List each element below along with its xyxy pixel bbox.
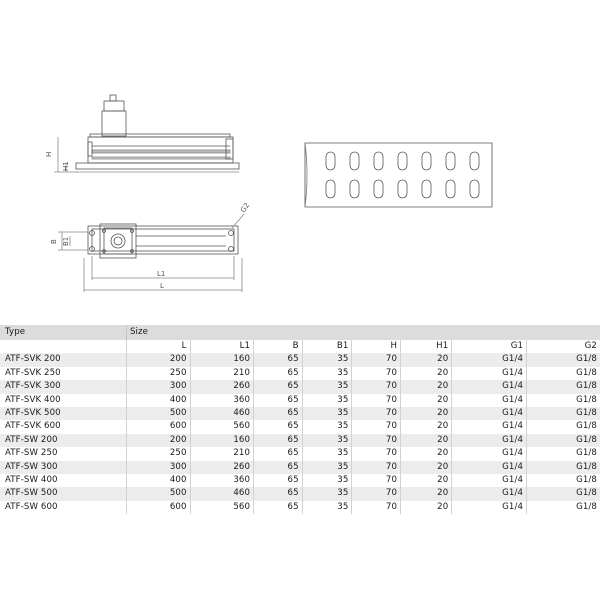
table-cell: 20: [401, 447, 452, 460]
column-header: H1: [401, 340, 452, 353]
table-cell: 460: [190, 487, 254, 500]
table-cell: G1/4: [452, 407, 527, 420]
row-type: ATF-SW 300: [0, 461, 127, 474]
table-cell: 260: [190, 380, 254, 393]
type-header: Type: [0, 325, 127, 340]
table-cell: G1/8: [527, 447, 600, 460]
table-cell: G1/8: [527, 407, 600, 420]
table-header-row: [0, 325, 600, 340]
table-row: [0, 474, 600, 487]
table-row: [0, 461, 600, 474]
table-cell: 20: [401, 353, 452, 366]
table-cell: G1/4: [452, 447, 527, 460]
table-cell: G1/4: [452, 461, 527, 474]
table-cell: 65: [254, 353, 303, 366]
table-cell: 160: [190, 434, 254, 447]
table-cell: G1/8: [527, 367, 600, 380]
table-cell: 70: [352, 380, 401, 393]
table-cell: 20: [401, 420, 452, 433]
table-cell: G1/8: [527, 474, 600, 487]
dim-label-b: B: [50, 239, 58, 244]
table-cell: 500: [127, 407, 191, 420]
row-type: ATF-SW 600: [0, 501, 127, 514]
table-cell: G1/4: [452, 434, 527, 447]
table-cell: 20: [401, 434, 452, 447]
table-cell: 35: [302, 501, 352, 514]
table-cell: G1/8: [527, 420, 600, 433]
column-header: B1: [302, 340, 352, 353]
table-row: [0, 367, 600, 380]
table-cell: 65: [254, 487, 303, 500]
table-cell: 360: [190, 394, 254, 407]
table-cell: 70: [352, 394, 401, 407]
top-view: [50, 201, 251, 292]
row-type: ATF-SW 400: [0, 474, 127, 487]
table-cell: 20: [401, 501, 452, 514]
table-cell: 65: [254, 367, 303, 380]
table-cell: 35: [302, 447, 352, 460]
row-type: ATF-SW 250: [0, 447, 127, 460]
table-cell: 70: [352, 434, 401, 447]
table-cell: 400: [127, 394, 191, 407]
column-header-row: [0, 340, 600, 353]
table-cell: 600: [127, 420, 191, 433]
size-header: Size: [127, 325, 600, 340]
table-cell: 35: [302, 420, 352, 433]
table-cell: 400: [127, 474, 191, 487]
column-header: G2: [527, 340, 600, 353]
table-row: [0, 434, 600, 447]
table-cell: 70: [352, 461, 401, 474]
row-type: ATF-SVK 600: [0, 420, 127, 433]
dim-label-l1: L1: [157, 270, 166, 278]
table-cell: 35: [302, 461, 352, 474]
table-cell: 300: [127, 461, 191, 474]
table-cell: G1/4: [452, 420, 527, 433]
table-cell: 200: [127, 434, 191, 447]
table-cell: 70: [352, 420, 401, 433]
row-type: ATF-SVK 400: [0, 394, 127, 407]
table-cell: 35: [302, 474, 352, 487]
table-cell: 35: [302, 380, 352, 393]
dim-label-g2: G2: [239, 201, 252, 215]
table-cell: 560: [190, 420, 254, 433]
table-cell: 20: [401, 367, 452, 380]
table-cell: 35: [302, 434, 352, 447]
table-cell: G1/8: [527, 394, 600, 407]
table-cell: 160: [190, 353, 254, 366]
slotted-plate: [305, 143, 492, 207]
column-header: H: [352, 340, 401, 353]
dim-label-h: H: [45, 151, 53, 157]
dim-label-b1: B1: [62, 236, 70, 246]
row-type: ATF-SVK 500: [0, 407, 127, 420]
table-cell: G1/4: [452, 487, 527, 500]
table-cell: 360: [190, 474, 254, 487]
table-cell: G1/8: [527, 434, 600, 447]
table-cell: 70: [352, 367, 401, 380]
table-cell: 70: [352, 447, 401, 460]
row-type: ATF-SW 500: [0, 487, 127, 500]
table-cell: G1/4: [452, 367, 527, 380]
row-type: ATF-SW 200: [0, 434, 127, 447]
table-cell: 20: [401, 407, 452, 420]
table-cell: 65: [254, 434, 303, 447]
table-cell: 250: [127, 447, 191, 460]
side-view: [45, 95, 239, 172]
column-header: G1: [452, 340, 527, 353]
table-row: [0, 407, 600, 420]
table-cell: 70: [352, 487, 401, 500]
table-cell: 250: [127, 367, 191, 380]
table-cell: 210: [190, 447, 254, 460]
table-cell: 20: [401, 487, 452, 500]
table-cell: G1/8: [527, 501, 600, 514]
column-header-type-spacer: [0, 340, 127, 353]
table-cell: G1/4: [452, 394, 527, 407]
table-cell: 20: [401, 474, 452, 487]
table-cell: 460: [190, 407, 254, 420]
table-row: [0, 380, 600, 393]
row-type: ATF-SVK 200: [0, 353, 127, 366]
table-cell: 20: [401, 461, 452, 474]
table-cell: 65: [254, 447, 303, 460]
table-cell: 65: [254, 501, 303, 514]
table-cell: 35: [302, 367, 352, 380]
table-row: [0, 487, 600, 500]
table-cell: 70: [352, 353, 401, 366]
table-cell: 20: [401, 394, 452, 407]
column-header: B: [254, 340, 303, 353]
table-cell: 210: [190, 367, 254, 380]
table-cell: G1/4: [452, 474, 527, 487]
table-cell: 260: [190, 461, 254, 474]
column-header: L: [127, 340, 191, 353]
table-cell: 35: [302, 487, 352, 500]
table-cell: 70: [352, 474, 401, 487]
table-row: [0, 394, 600, 407]
table-cell: 65: [254, 394, 303, 407]
table-cell: G1/8: [527, 461, 600, 474]
table-cell: 65: [254, 461, 303, 474]
column-header: L1: [190, 340, 254, 353]
table-cell: 200: [127, 353, 191, 366]
table-cell: G1/8: [527, 380, 600, 393]
table-cell: 65: [254, 380, 303, 393]
dimension-table: [0, 325, 600, 514]
table-cell: 300: [127, 380, 191, 393]
table-cell: 35: [302, 407, 352, 420]
dim-label-l: L: [160, 282, 164, 290]
table-cell: G1/4: [452, 501, 527, 514]
table-cell: G1/4: [452, 380, 527, 393]
table-cell: 35: [302, 394, 352, 407]
table-row: [0, 501, 600, 514]
row-type: ATF-SVK 250: [0, 367, 127, 380]
table-cell: 70: [352, 407, 401, 420]
table-cell: 65: [254, 420, 303, 433]
table-cell: 20: [401, 380, 452, 393]
table-cell: 65: [254, 407, 303, 420]
table-cell: 500: [127, 487, 191, 500]
table-cell: 70: [352, 501, 401, 514]
table-row: [0, 447, 600, 460]
table-row: [0, 353, 600, 366]
table-cell: 35: [302, 353, 352, 366]
table-row: [0, 420, 600, 433]
table-cell: G1/4: [452, 353, 527, 366]
table-cell: G1/8: [527, 487, 600, 500]
dim-label-h1: H1: [62, 161, 70, 171]
row-type: ATF-SVK 300: [0, 380, 127, 393]
table-cell: 65: [254, 474, 303, 487]
table-cell: 560: [190, 501, 254, 514]
table-cell: G1/8: [527, 353, 600, 366]
table-cell: 600: [127, 501, 191, 514]
